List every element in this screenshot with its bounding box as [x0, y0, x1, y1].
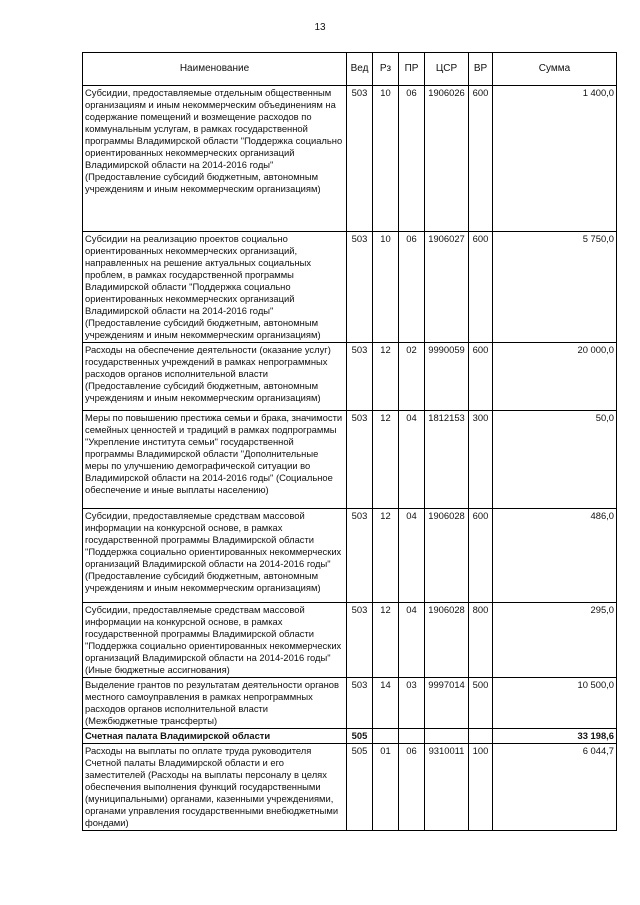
table-row — [83, 232, 617, 343]
row-name: Расходы на обеспечение деятельности (оказание услуг) государственных учреждений в рамках непрограммных расходов органов исполнительной власти (Предоставление субсидий бюджетным, автономным учреждениям и иным некоммерческим организациям) — [83, 343, 347, 411]
table-row — [83, 86, 617, 232]
row-pr: 03 — [399, 678, 425, 729]
row-csr: 9310011 — [425, 744, 469, 831]
row-sum: 5 750,0 — [493, 232, 617, 343]
row-rz: 01 — [373, 744, 399, 831]
row-ved: 505 — [347, 729, 373, 744]
row-sum: 10 500,0 — [493, 678, 617, 729]
row-name: Выделение грантов по результатам деятельности органов местного самоуправления в рамках непрограммных расходов органов исполнительной власти (Межбюджетные трансферты) — [83, 678, 347, 729]
row-sum: 33 198,6 — [493, 729, 617, 744]
budget-table — [82, 52, 617, 831]
row-csr: 1812153 — [425, 411, 469, 509]
row-csr: 9997014 — [425, 678, 469, 729]
row-rz: 12 — [373, 343, 399, 411]
row-csr: 1906026 — [425, 86, 469, 232]
row-rz: 12 — [373, 603, 399, 678]
row-pr: 04 — [399, 603, 425, 678]
table-row — [83, 603, 617, 678]
row-ved: 503 — [347, 603, 373, 678]
table-row — [83, 343, 617, 411]
row-sum: 1 400,0 — [493, 86, 617, 232]
table-row — [83, 744, 617, 831]
header-rz: Рз — [373, 53, 399, 86]
row-name: Субсидии, предоставляемые средствам массовой информации на конкурсной основе, в рамках государственной программы Владимирской области "Поддержка социально ориентированных некоммерческих организаций Владимирской области на 2014-2016 годы" (Предоставление субсидий бюджетным, автономным учреждениям и иным некоммерческим организациям) — [83, 509, 347, 603]
row-sum: 50,0 — [493, 411, 617, 509]
table-row — [83, 509, 617, 603]
table-row — [83, 678, 617, 729]
row-name: Субсидии, предоставляемые отдельным общественным организациям и иным некоммерческим объединениям на содержание помещений и возмещение расходов по коммунальным услугам, в рамках государственной программы Владимирской области "Поддержка социально ориентированных некоммерческих организаций Владимирской области на 2014-2016 годы" (Предоставление субсидий бюджетным, автономным учреждениям и иным некоммерческим организациям) — [83, 86, 347, 232]
header-name: Наименование — [83, 53, 347, 86]
row-sum: 6 044,7 — [493, 744, 617, 831]
row-ved: 505 — [347, 744, 373, 831]
row-vr: 500 — [469, 678, 493, 729]
row-rz: 10 — [373, 86, 399, 232]
row-vr: 800 — [469, 603, 493, 678]
row-pr — [399, 729, 425, 744]
row-ved: 503 — [347, 232, 373, 343]
header-vr: ВР — [469, 53, 493, 86]
row-pr: 04 — [399, 509, 425, 603]
row-name: Субсидии, предоставляемые средствам массовой информации на конкурсной основе, в рамках государственной программы Владимирской области "Поддержка социально ориентированных некоммерческих организаций Владимирской области на 2014-2016 годы" (Иные бюджетные ассигнования) — [83, 603, 347, 678]
row-ved: 503 — [347, 411, 373, 509]
row-vr — [469, 729, 493, 744]
row-csr: 1906028 — [425, 509, 469, 603]
row-vr: 600 — [469, 509, 493, 603]
row-vr: 600 — [469, 86, 493, 232]
row-pr: 04 — [399, 411, 425, 509]
row-rz: 12 — [373, 411, 399, 509]
row-name: Расходы на выплаты по оплате труда руководителя Счетной палаты Владимирской области и его заместителей (Расходы на выплаты персоналу в целях обеспечения выполнения функций государственными (муниципальными) органами, казенными учреждениями, органами управления государственными внебюджетными фондами) — [83, 744, 347, 831]
row-sum: 20 000,0 — [493, 343, 617, 411]
row-ved: 503 — [347, 86, 373, 232]
row-ved: 503 — [347, 678, 373, 729]
row-vr: 300 — [469, 411, 493, 509]
row-ved: 503 — [347, 343, 373, 411]
row-vr: 100 — [469, 744, 493, 831]
header-csr: ЦСР — [425, 53, 469, 86]
row-rz: 14 — [373, 678, 399, 729]
row-name: Субсидии на реализацию проектов социально ориентированных некоммерческих организаций, направленных на решение актуальных социальных проблем, в рамках государственной программы Владимирской области "Поддержка социально ориентированных некоммерческих организаций Владимирской области на 2014-2016 годы" (Предоставление субсидий бюджетным, автономным учреждениям и иным некоммерческим организациям) — [83, 232, 347, 343]
row-rz: 12 — [373, 509, 399, 603]
row-ved: 503 — [347, 509, 373, 603]
row-pr: 06 — [399, 744, 425, 831]
row-rz: 10 — [373, 232, 399, 343]
row-pr: 06 — [399, 232, 425, 343]
table-header-row — [83, 53, 617, 86]
header-sum: Сумма — [493, 53, 617, 86]
row-vr: 600 — [469, 343, 493, 411]
table-row-section-total — [83, 729, 617, 744]
row-pr: 02 — [399, 343, 425, 411]
row-csr — [425, 729, 469, 744]
row-csr: 9990059 — [425, 343, 469, 411]
table-row — [83, 411, 617, 509]
row-name: Меры по повышению престижа семьи и брака, значимости семейных ценностей и традиций в рамках подпрограммы "Укрепление института семьи" государственной программы Владимирской области "Дополнительные меры по улучшению демографической ситуации во Владимирской области на 2014-2016 годы" (Социальное обеспечение и иные выплаты населению) — [83, 411, 347, 509]
row-csr: 1906027 — [425, 232, 469, 343]
row-pr: 06 — [399, 86, 425, 232]
header-ved: Вед — [347, 53, 373, 86]
row-rz — [373, 729, 399, 744]
page-number: 13 — [314, 22, 326, 33]
row-name: Счетная палата Владимирской области — [83, 729, 347, 744]
header-pr: ПР — [399, 53, 425, 86]
row-vr: 600 — [469, 232, 493, 343]
row-csr: 1906028 — [425, 603, 469, 678]
row-sum: 295,0 — [493, 603, 617, 678]
row-sum: 486,0 — [493, 509, 617, 603]
